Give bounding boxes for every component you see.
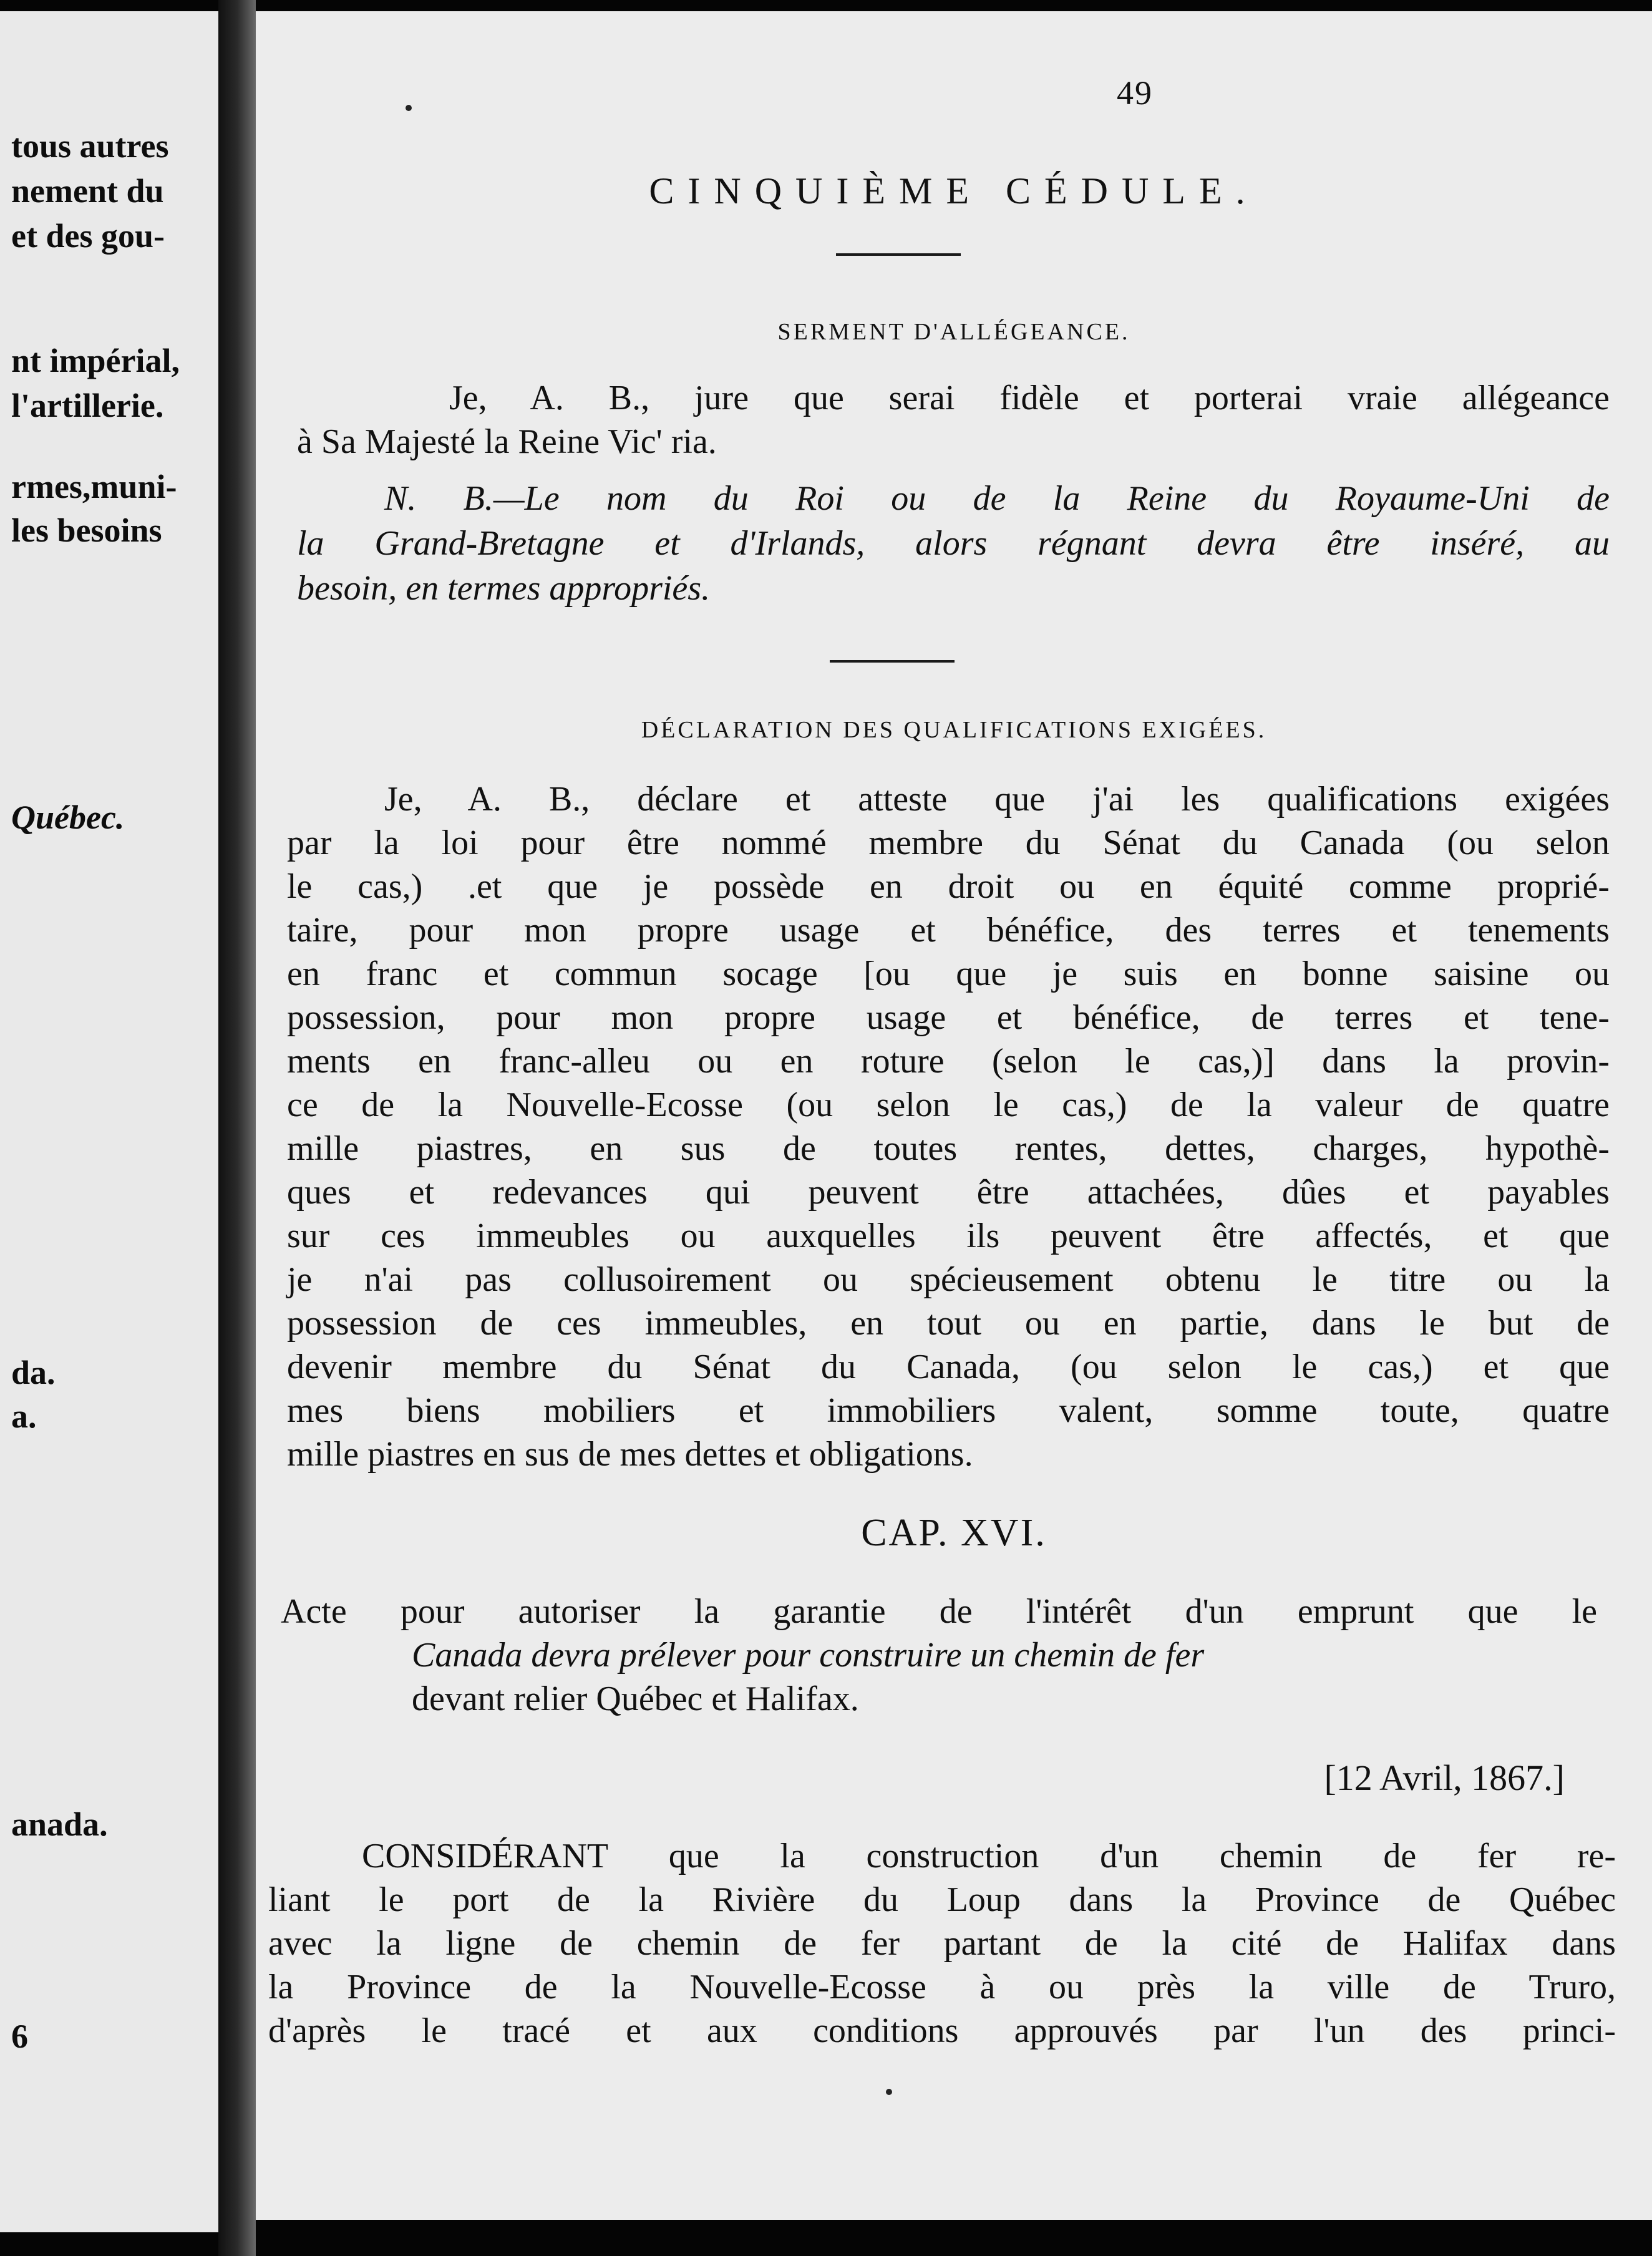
declaration-line: ments en franc-alleu ou en roture (selon le cas,)] dans la provin- xyxy=(287,1042,1610,1081)
declaration-line: par la loi pour être nommé membre du Sénat du Canada (ou selon xyxy=(287,824,1610,862)
declaration-line: mille piastres, en sus de toutes rentes, dettes, charges, hypothè- xyxy=(287,1129,1610,1168)
divider-rule xyxy=(830,660,955,663)
declaration-title: DÉCLARATION DES QUALIFICATIONS EXIGÉES. xyxy=(641,717,1267,743)
book-gutter xyxy=(218,0,256,2256)
preamble-line: CONSIDÉRANT que la construction d'un chemin de fer re- xyxy=(362,1837,1616,1875)
left-fragment: Québec. xyxy=(11,799,125,836)
declaration-line: ce de la Nouvelle-Ecosse (ou selon le cas,) de la valeur de quatre xyxy=(287,1086,1610,1124)
nb-line: la Grand-Bretagne et d'Irlands, alors régnant devra être inséré, au xyxy=(297,524,1610,563)
act-title-line: devant relier Québec et Halifax. xyxy=(412,1680,859,1718)
left-facing-page xyxy=(0,11,218,2232)
declaration-line: mes biens mobiliers et immobiliers valent, somme toute, quatre xyxy=(287,1391,1610,1430)
divider-rule xyxy=(836,253,961,256)
declaration-line: ques et redevances qui peuvent être attachées, dûes et payables xyxy=(287,1173,1610,1212)
left-fragment: rmes,muni- xyxy=(11,468,177,505)
left-fragment: et des gou- xyxy=(11,217,165,255)
left-fragment: 6 xyxy=(11,2018,28,2055)
left-fragment: da. xyxy=(11,1354,56,1391)
page-speck xyxy=(886,2089,892,2095)
nb-line: N. B.—Le nom du Roi ou de la Reine du Royaume-Uni de xyxy=(384,479,1610,518)
schedule-title: CINQUIÈME CÉDULE. xyxy=(649,170,1259,212)
declaration-line: possession, pour mon propre usage et bénéfice, de terres et tene- xyxy=(287,998,1610,1037)
declaration-line: possession de ces immeubles, en tout ou en partie, dans le but de xyxy=(287,1304,1610,1343)
declaration-line: sur ces immeubles ou auxquelles ils peuvent être affectés, et que xyxy=(287,1217,1610,1255)
declaration-line: taire, pour mon propre usage et bénéfice, des terres et tenements xyxy=(287,911,1610,950)
preamble-line: d'après le tracé et aux conditions approuvés par l'un des princi- xyxy=(268,2011,1616,2050)
declaration-line: en franc et commun socage [ou que je suis en bonne saisine ou xyxy=(287,955,1610,993)
declaration-line: je n'ai pas collusoirement ou spécieusement obtenu le titre ou la xyxy=(287,1260,1610,1299)
oath-line: Je, A. B., jure que serai fidèle et porterai vraie allégeance xyxy=(449,379,1610,417)
left-fragment: anada. xyxy=(11,1806,108,1843)
main-page xyxy=(256,11,1652,2220)
left-fragment: les besoins xyxy=(11,512,162,549)
chapter-heading: CAP. XVI. xyxy=(861,1512,1047,1554)
page-number: 49 xyxy=(1117,74,1153,112)
page-speck xyxy=(406,105,412,111)
declaration-line: mille piastres en sus de mes dettes et obligations. xyxy=(287,1435,973,1474)
left-fragment: a. xyxy=(11,1398,37,1435)
act-date: [12 Avril, 1867.] xyxy=(1324,1758,1565,1798)
left-fragment: l'artillerie. xyxy=(11,387,164,424)
oath-line: à Sa Majesté la Reine Vic' ria. xyxy=(297,422,717,461)
preamble-line: liant le port de la Rivière du Loup dans la Province de Québec xyxy=(268,1880,1616,1919)
declaration-line: devenir membre du Sénat du Canada, (ou selon le cas,) et que xyxy=(287,1348,1610,1386)
act-title-line: Canada devra prélever pour construire un chemin de fer xyxy=(412,1636,1205,1675)
declaration-line: Je, A. B., déclare et atteste que j'ai les qualifications exigées xyxy=(384,780,1610,819)
preamble-line: la Province de la Nouvelle-Ecosse à ou près la ville de Truro, xyxy=(268,1968,1616,2006)
declaration-line: le cas,) .et que je possède en droit ou en équité comme proprié- xyxy=(287,867,1610,906)
preamble-line: avec la ligne de chemin de fer partant de la cité de Halifax dans xyxy=(268,1924,1616,1963)
oath-title: SERMENT D'ALLÉGEANCE. xyxy=(777,319,1130,345)
left-fragment: tous autres xyxy=(11,127,169,165)
left-fragment: nement du xyxy=(11,172,164,210)
act-title-line: Acte pour autoriser la garantie de l'intérêt d'un emprunt que le xyxy=(281,1592,1597,1631)
nb-line: besoin, en termes appropriés. xyxy=(297,569,711,608)
left-fragment: nt impérial, xyxy=(11,342,180,379)
